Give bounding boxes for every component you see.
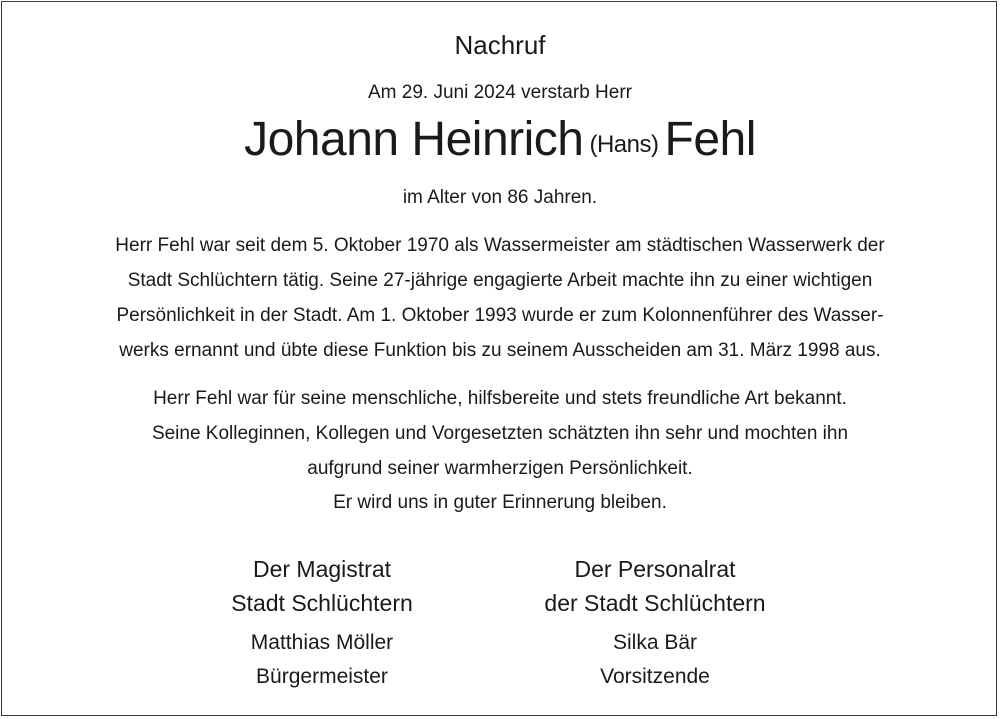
signature-org-line1: Der Magistrat	[252, 556, 392, 582]
intro-line: Am 29. Juni 2024 verstarb Herr	[367, 82, 632, 103]
signature-title: Vorsitzende	[600, 665, 710, 688]
paragraph-line: aufgrund seiner warmherzigen Persönlichkeit.	[307, 458, 693, 479]
paragraph-line: werks ernannt und übte diese Funktion bis zu seinem Ausscheiden am 31. März 1998 aus.	[119, 340, 881, 361]
closing-line: Er wird uns in guter Erinnerung bleiben.	[333, 492, 667, 513]
deceased-last-name: Fehl	[664, 113, 756, 166]
paragraph-line: Herr Fehl war seit dem 5. Oktober 1970 als Wassermeister am städtischen Wasserwerk der	[115, 235, 885, 256]
signature-org-line1: Der Personalrat	[574, 556, 736, 582]
deceased-name	[0, 110, 1000, 175]
signature-org-line2: Stadt Schlüchtern	[231, 590, 413, 616]
paragraph-character	[0, 381, 1000, 486]
paragraph-line: Herr Fehl war für seine menschliche, hilfsbereite und stets freundliche Art bekannt.	[153, 388, 847, 409]
deceased-nickname: (Hans)	[589, 131, 659, 158]
paragraph-line: Persönlichkeit in der Stadt. Am 1. Oktober 1993 wurde er zum Kolonnenführer des Wasser-	[116, 305, 884, 326]
paragraph-line: Seine Kolleginnen, Kollegen und Vorgesetzten schätzten ihn sehr und mochten ihn	[151, 423, 849, 444]
notice-heading: Nachruf	[454, 30, 546, 60]
signature-title: Bürgermeister	[256, 665, 388, 688]
paragraph-career	[0, 228, 1000, 368]
signature-person: Silka Bär	[612, 631, 698, 654]
paragraph-line: Stadt Schlüchtern tätig. Seine 27-jährige engagierte Arbeit machte ihn zu einer wichtigen	[127, 270, 873, 291]
deceased-first-names: Johann Heinrich	[244, 113, 584, 166]
age-line: im Alter von 86 Jahren.	[402, 187, 598, 208]
signature-org-line2: der Stadt Schlüchtern	[544, 590, 766, 616]
signature-person: Matthias Möller	[250, 631, 394, 654]
